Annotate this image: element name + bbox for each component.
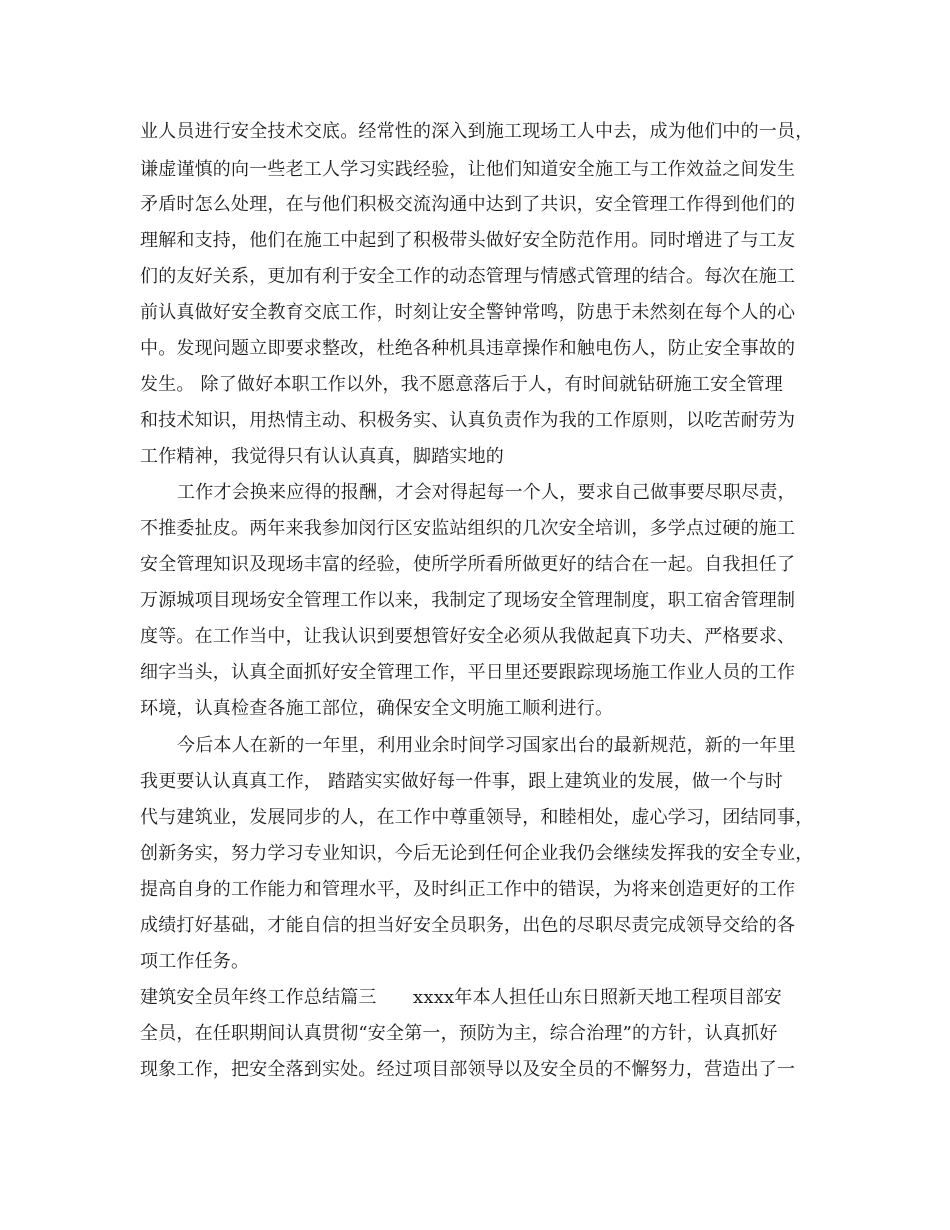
paragraph-start-line: 今后本人在新的一年里，利用业余时间学习国家出台的最新规范，新的一年里 [177,735,796,756]
text-line: 全员，在任职期间认真贯彻“安全第一，预防为主，综合治理”的方针，认真抓好 [140,1023,778,1044]
paragraph-start-line: 工作才会换来应得的报酬，才会对得起每一个人，要求自己做事要尽职尽责， [177,482,796,503]
text-line: 细字当头，认真全面抓好安全管理工作，平日里还要跟踪现场施工作业人员的工作 [140,662,796,683]
text-line: 谦虚谨慎的向一些老工人学习实践经验，让他们知道安全施工与工作效益之间发生 [140,159,796,180]
text-line: 环境，认真检查各施工部位，确保安全文明施工顺利进行。 [140,698,614,719]
text-line: 中。发现问题立即要求整改，杜绝各种机具违章操作和触电伤人，防止安全事故的 [140,338,796,359]
text-line: 发生。 除了做好本职工作以外，我不愿意落后于人，有时间就钻研施工安全管理 [140,374,783,395]
text-line: 业人员进行安全技术交底。经常性的深入到施工现场工人中去，成为他们中的一员， [140,121,814,142]
text-line: 工作精神，我觉得只有认认真真，脚踏实地的 [140,446,504,467]
text-line: 成绩打好基础，才能自信的担当好安全员职务，出色的尽职尽责完成领导交给的各 [140,915,796,936]
text-line: 们的友好关系，更加有利于安全工作的动态管理与情感式管理的结合。每次在施工 [140,266,796,287]
text-line: 现象工作，把安全落到实处。经过项目部领导以及安全员的不懈努力，营造出了一 [140,1059,796,1080]
text-line: 代与建筑业，发展同步的人，在工作中尊重领导，和睦相处，虚心学习，团结同事， [140,807,814,828]
text-line: 矛盾时怎么处理，在与他们积极交流沟通中达到了共识，安全管理工作得到他们的 [140,194,796,215]
text-line: 创新务实，努力学习专业知识，今后无论到任何企业我仍会继续发挥我的安全专业， [140,843,814,864]
text-line: 不推委扯皮。两年来我参加闵行区安监站组织的几次安全培训，多学点过硬的施工 [140,518,796,539]
text-line: 前认真做好安全教育交底工作，时刻让安全警钟常鸣，防患于未然刻在每个人的心 [140,302,796,323]
text-line: 和技术知识，用热情主动、积极务实、认真负责作为我的工作原则，以吃苦耐劳为 [140,410,796,431]
section-heading-line: 建筑安全员年终工作总结篇三 xxxx年本人担任山东日照新天地工程项目部安 [140,987,783,1008]
text-line: 安全管理知识及现场丰富的经验，使所学所看所做更好的结合在一起。自我担任了 [140,554,796,575]
text-line: 度等。在工作当中，让我认识到要想管好安全必须从我做起真下功夫、严格要求、 [140,626,796,647]
text-line: 万源城项目现场安全管理工作以来，我制定了现场安全管理制度，职工宿舍管理制 [140,590,796,611]
text-line: 我更要认认真真工作， 踏踏实实做好每一件事，跟上建筑业的发展，做一个与时 [140,771,783,792]
text-line: 提高自身的工作能力和管理水平，及时纠正工作中的错误，为将来创造更好的工作 [140,879,796,900]
text-line: 项工作任务。 [140,951,250,972]
text-line: 理解和支持，他们在施工中起到了积极带头做好安全防范作用。同时增进了与工友 [140,230,796,251]
